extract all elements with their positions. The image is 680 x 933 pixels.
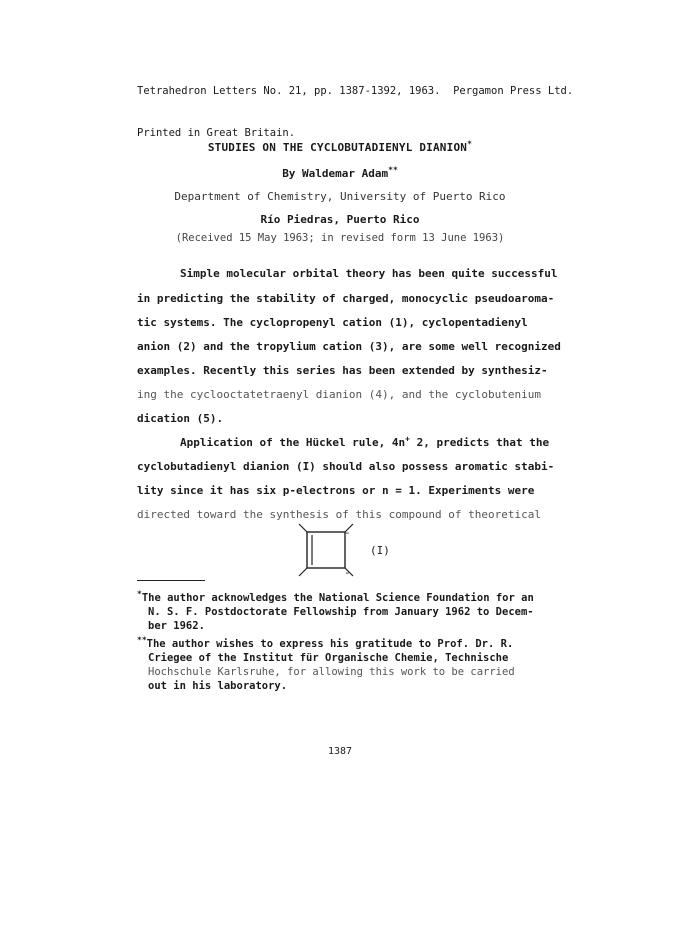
location: Río Piedras, Puerto Rico bbox=[260, 213, 420, 226]
footnote-line: ber 1962. bbox=[148, 620, 205, 632]
footnote-mark: ** bbox=[137, 635, 147, 645]
page-number: 1387 bbox=[327, 746, 353, 757]
journal-citation: Tetrahedron Letters No. 21, pp. 1387-1392, 1963. Pergamon Press Ltd. bbox=[137, 85, 574, 97]
footnote-text: The author wishes to express his gratitude to Prof. Dr. R. bbox=[146, 638, 514, 650]
ring-square bbox=[307, 532, 345, 568]
title-text: STUDIES ON THE CYCLOBUTADIENYL DIANION bbox=[207, 141, 468, 154]
body-text: 2, predicts that the bbox=[410, 436, 550, 449]
body-line: ing the cyclooctatetraenyl dianion (4), and the cyclobutenium bbox=[137, 388, 541, 401]
title-footnote-mark: * bbox=[467, 139, 473, 149]
paper-title bbox=[0, 141, 680, 154]
body-line: tic systems. The cyclopropenyl cation (1), cyclopentadienyl bbox=[137, 316, 528, 329]
body-line bbox=[180, 436, 549, 449]
body-line: in predicting the stability of charged, monocyclic pseudoaroma- bbox=[137, 292, 555, 305]
bond-line bbox=[299, 524, 307, 532]
body-line: directed toward the synthesis of this compound of theoretical bbox=[137, 508, 541, 521]
footnote-line: Hochschule Karlsruhe, for allowing this work to be carried bbox=[148, 666, 515, 678]
charge-label: - bbox=[344, 566, 351, 578]
body-line: anion (2) and the tropylium cation (3), are some well recognized bbox=[137, 340, 561, 353]
footnote-divider bbox=[137, 580, 205, 581]
author-footnote-mark: ** bbox=[388, 165, 398, 175]
superscript-plus: + bbox=[405, 434, 410, 444]
affiliation: Department of Chemistry, University of Puerto Rico bbox=[174, 190, 506, 203]
author-line bbox=[0, 167, 680, 180]
body-line: Simple molecular orbital theory has been quite successful bbox=[180, 267, 558, 280]
received-date: (Received 15 May 1963; in revised form 13 June 1963) bbox=[175, 232, 505, 244]
body-text: Application of the Hückel rule, 4n bbox=[180, 436, 406, 449]
footnote-line bbox=[137, 635, 514, 650]
printed-in: Printed in Great Britain. bbox=[137, 127, 296, 139]
body-line: examples. Recently this series has been extended by synthesiz- bbox=[137, 364, 548, 377]
footnote-mark: * bbox=[137, 589, 142, 599]
footnote-line: Criegee of the Institut für Organische Chemie, Technische bbox=[148, 652, 509, 664]
body-line: dication (5). bbox=[137, 412, 224, 425]
footnote-line bbox=[137, 589, 534, 604]
journal-header bbox=[137, 56, 573, 154]
structure-label: (I) bbox=[370, 544, 390, 557]
body-line: cyclobutadienyl dianion (I) should also possess aromatic stabi- bbox=[137, 460, 555, 473]
author-name: By Waldemar Adam bbox=[282, 167, 389, 180]
charge-label: - bbox=[344, 526, 351, 539]
body-line: lity since it has six p-electrons or n = 1. Experiments were bbox=[137, 484, 535, 497]
footnote-text: The author acknowledges the National Science Foundation for an bbox=[141, 592, 534, 604]
bond-line bbox=[299, 568, 307, 576]
cyclobutadienyl-structure bbox=[297, 522, 357, 578]
footnote-line: N. S. F. Postdoctorate Fellowship from January 1962 to Decem- bbox=[148, 606, 534, 618]
footnote-line: out in his laboratory. bbox=[148, 680, 288, 692]
